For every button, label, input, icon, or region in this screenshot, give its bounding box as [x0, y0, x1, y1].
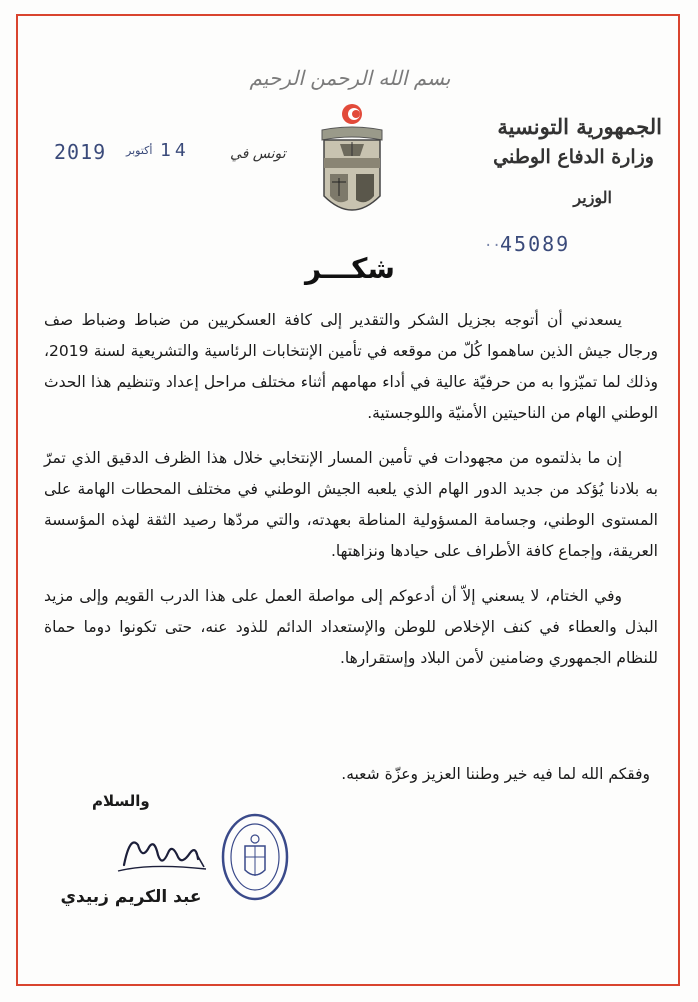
date-day: 14: [160, 140, 190, 161]
office-name: الوزير: [573, 188, 612, 207]
signer-name: عبد الكريم زبيدي: [60, 887, 202, 907]
date-month: أكتوبر: [126, 144, 153, 157]
paragraph: وفي الختام، لا يسعني إلاّ أن أدعوكم إلى مواصلة العمل على هذا الدرب القويم وإلى مزيد البذل والعطاء في كنف الإخلاص للوطن والإستعداد الدائم للذود عنه، حتى تكونوا دوما حماة للنظام الجمهوري وضامنين لأمن البلاد وإستقرارها.: [44, 587, 658, 667]
handwritten-signature-icon: [110, 815, 220, 885]
basmala: بسم الله الرحمن الرحيم: [249, 66, 451, 90]
letter-body: [44, 305, 658, 688]
paragraph: إن ما بذلتموه من مجهودات في تأمين المسار الإنتخابي خلال هذا الظرف الدقيق الذي تمرّ به بلادنا يُؤكد من جديد الدور الهام الذي يلعبه الجيش الوطني في مختلف المحطات الهامة على المستوى الوطني، وجسامة المسؤولية المناطة بعهدته، والتي مردّها رصيد الثقة لهذه المؤسسة العريقة، وإجماع كافة الأطراف على حيادها ونزاهتها.: [44, 449, 658, 560]
letterhead: [442, 112, 662, 212]
date-place-label: تونس في: [230, 146, 286, 162]
ministry-stamp-icon: [220, 812, 290, 902]
reference-number: 45089: [500, 232, 571, 256]
letter-title: شكـــر: [305, 252, 395, 285]
tunisia-coat-of-arms-icon: [312, 100, 392, 228]
ministry-name: وزارة الدفاع الوطني: [493, 146, 654, 168]
place-and-date: [48, 140, 288, 170]
closing-line: وفقكم الله لما فيه خير وطننا العزيز وعزّة شعبه.: [341, 765, 650, 783]
reference-prefix: ..: [484, 234, 501, 250]
salutation: والسلام: [92, 792, 150, 810]
date-year: 2019: [54, 140, 107, 164]
country-name: الجمهورية التونسية: [497, 114, 662, 139]
paragraph: يسعدني أن أتوجه بجزيل الشكر والتقدير إلى كافة العسكريين من ضباط وضباط صف ورجال جيش الذين ساهموا كُلّ من موقعه في تأمين الإنتخابات الرئاسية والتشريعية لسنة 2019، وذلك لما تميّزوا به من حرفيّة عالية في أداء مهامهم أثناء مختلف مراحل إعداد وتنظيم هذا الحدث الوطني الهام من الناحيتين الأمنيّة واللوجستية.: [44, 311, 658, 422]
